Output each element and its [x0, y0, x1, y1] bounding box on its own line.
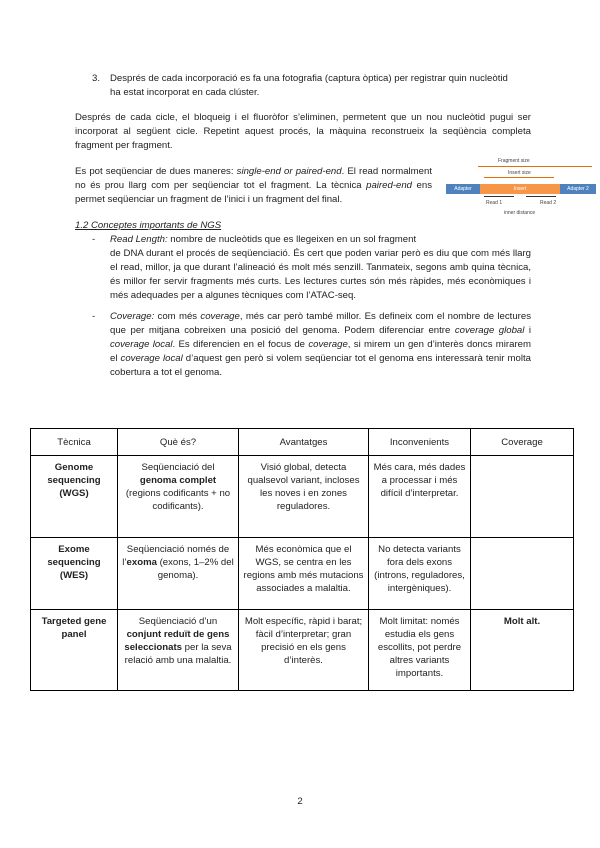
- text: ens permet seqüenciar un fragment de l’inici i un fragment del final.: [75, 180, 432, 205]
- header-cell: Què és?: [118, 429, 239, 456]
- text: Es pot seqüenciar de dues maneres:: [75, 166, 237, 177]
- text: (regions codificants + no codificants).: [125, 488, 231, 512]
- term: coverage: [200, 311, 240, 322]
- section-heading: 1.2 Conceptes importants de NGS: [75, 220, 222, 231]
- fragment-size-label: Fragment size: [498, 158, 530, 164]
- text: , si mirem un gen d’interès doncs mirarem el: [110, 339, 531, 364]
- insert-size-line: [484, 177, 554, 178]
- term-read-length: Read Length:: [110, 234, 168, 245]
- table-row: [31, 538, 574, 610]
- cell-pros: Molt específic, ràpid i barat; fàcil d’interpretar; gran precisió en els gens d’interès.: [239, 610, 369, 691]
- adapter-1-segment: Adapter: [446, 184, 480, 194]
- cell-coverage: Molt alt.: [471, 610, 574, 691]
- term-single-end: single-end: [236, 166, 281, 177]
- paired-end-diagram: [446, 158, 596, 224]
- text: (exons, 1–2% del genoma).: [156, 557, 234, 581]
- term: coverage local: [120, 353, 183, 364]
- bullet-read-length-body: de DNA durant el procés de seqüenciació. És cert que poden variar però es diu que com més llarg el read, millor, ja que durant l’alineació és molt més senzill. Tanmateix, segons amb quina tècnica, és millor fer servir fragments més curts. Les lectures curtes són més ràpides, més econòmiques i més adequades per a algunes tècniques com l’ATAC-seq.: [110, 248, 531, 301]
- term: coverage local: [110, 339, 173, 350]
- read-1-arrow: [484, 196, 514, 197]
- cell-technique: Exome sequencing (WES): [31, 538, 118, 610]
- cell-technique: Targeted gene panel: [31, 610, 118, 691]
- table-row: [31, 610, 574, 691]
- paragraph-cycle: Després de cada cicle, el bloqueig i el fluoròfor s’eliminen, permetent que un nou nucleòtid pugui ser incorporat al següent cicle. Repetint aquest procés, la màquina reconstrueix la seqüència completa fragment per fragment.: [75, 112, 531, 151]
- text-bold: conjunt reduït de gens seleccionats: [124, 629, 230, 653]
- term: coverage global: [454, 325, 525, 336]
- text: com més: [154, 311, 201, 322]
- cell-cons: Més cara, més dades a processar i més difícil d’interpretar.: [369, 456, 471, 538]
- text: Seqüenciació d’un: [138, 616, 218, 627]
- read-2-arrow: [526, 196, 556, 197]
- read-1-label: Read 1: [486, 200, 503, 206]
- cell-pros: Visió global, detecta qualsevol variant, incloses les noves i en zones reguladores.: [239, 456, 369, 538]
- bullet-read-length-line1: [110, 233, 530, 247]
- inner-distance-label: inner distance: [504, 210, 536, 216]
- text: i: [524, 325, 531, 336]
- table-row: [31, 456, 574, 538]
- text-bold: exoma: [126, 557, 157, 568]
- text-or: or: [280, 166, 296, 177]
- insert-size-label: Insert size: [508, 170, 531, 176]
- header-cell: Inconvenients: [369, 429, 471, 456]
- cell-coverage: [471, 538, 574, 610]
- text: Seqüenciació només de l’: [122, 544, 230, 568]
- step-number: 3.: [92, 73, 101, 84]
- cell-cons: Molt limitat: només estudia els gens escollits, pot perdre altres variants importants.: [369, 610, 471, 691]
- insert-segment: Insert: [480, 184, 560, 194]
- term-paired-end: paired-end: [366, 180, 412, 191]
- term-coverage: Coverage:: [110, 311, 155, 322]
- bullet-coverage: [110, 310, 531, 380]
- term: coverage: [308, 339, 348, 350]
- header-cell: Coverage: [471, 429, 574, 456]
- text: Seqüenciació del: [141, 462, 215, 473]
- cell-coverage: [471, 456, 574, 538]
- text: d’aquest gen però si volem seqüenciar tot el genoma ens interessarà tenir molta cobertura a tot el genoma.: [110, 353, 531, 378]
- cell-pros: Més econòmica que el WGS, se centra en les regions amb més mutacions associades a malaltia.: [239, 538, 369, 610]
- header-cell: Tècnica: [31, 429, 118, 456]
- text: per la seva relació amb una malaltia.: [124, 642, 232, 666]
- bullet-marker: -: [92, 311, 96, 322]
- text: . El read normalment no és prou llarg com per seqüenciar tot el fragment. La tècnica: [75, 166, 432, 191]
- cell-cons: No detecta variants fora dels exons (introns, reguladores, intergèniques).: [369, 538, 471, 610]
- paragraph-sequencing-modes: [75, 165, 432, 207]
- cell-what: [118, 456, 239, 538]
- cell-what: [118, 610, 239, 691]
- cell-what: [118, 538, 239, 610]
- bullet-marker: -: [92, 234, 96, 245]
- header-cell: Avantatges: [239, 429, 369, 456]
- adapter-2-segment: Adapter 2: [560, 184, 596, 194]
- cell-technique: Genome sequencing (WGS): [31, 456, 118, 538]
- read-2-label: Read 2: [540, 200, 557, 206]
- step-3-text: Després de cada incorporació es fa una fotografia (captura òptica) per registrar quin nucleòtid ha estat incorporat en cada clúster.: [110, 73, 508, 98]
- text: , més car però també millor. Es defineix com el nombre de lectures que per mitjana cobreixen una posició del genoma. Podem diferenciar entre: [110, 311, 532, 336]
- text: . Es diferencien en el focus de: [172, 339, 309, 350]
- table-header-row: [31, 429, 574, 456]
- fragment-size-line: [478, 166, 592, 167]
- text: nombre de nucleòtids que es llegeixen en un sol fragment: [167, 234, 417, 245]
- ngs-techniques-table: [30, 428, 574, 691]
- term-paired-end: paired-end: [295, 166, 342, 177]
- page-number: 2: [297, 796, 303, 807]
- text-bold: genoma complet: [139, 475, 217, 486]
